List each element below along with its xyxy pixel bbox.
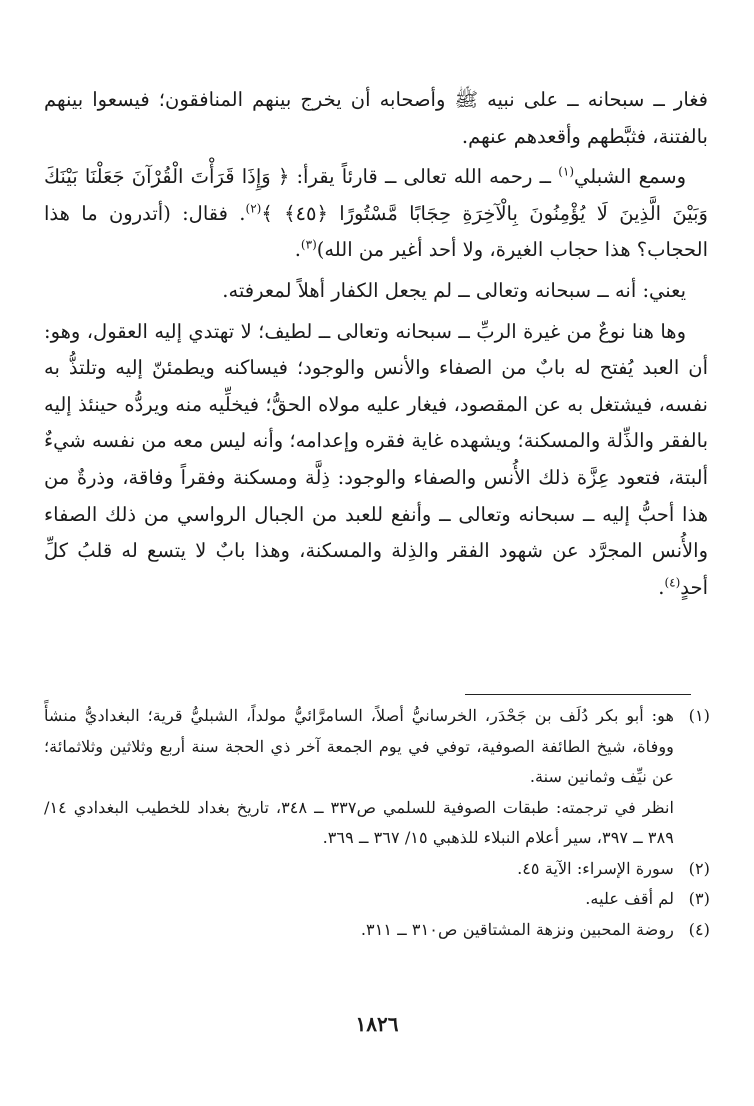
paragraph-4-text-a: وها هنا نوعٌ من غيرة الربِّ ــ سبحانه وتعالى ــ لطيف؛ لا تهتدي إليه العقول، وهو: أن العبد يُفتح له بابٌ من الصفاء والأنس والوجود؛ فيساكنه ويطمئنّ إليه وتلتذُّ به نفسه، فيشتغل به عن المقصود، فيغار عليه مولاه الحقُّ؛ فيخلِّيه منه ويردُّه حينئذ إليه بالفقر والذِّلة والمسكنة؛ ويشهده غاية فقره وإعدامه؛ وأنه ليس معه من نفسه شيءٌ ألبتة، فتعود عِزَّة ذلك الأُنس والصفاء والوجود: ذِلَّة ومسكنة وفقراً وفاقة، وذرةٌ من هذا أحبُّ إليه ــ سبحانه وتعالى ــ وأنفع للعبد من الجبال الرواسي من ذلك الصفاء والأُنس المجرَّد عن شهود الفقر والذِلة والمسكنة، وهذا بابٌ لا يتسع له قلبُ كلِّ أحدٍ [44,319,708,599]
footnote-body [44,854,674,885]
paragraph-4-text-b: . [658,575,665,599]
footnote-text: هو: أبو بكر دُلَف بن جَحْدَر، الخرسانيُّ أصلاً، السامرَّائيُّ مولداً، الشبليُّ قرية؛ البغداديُّ منشأً ووفاة، شيخ الطائفة الصوفية، توفي في يوم الجمعة آخر ذي الحجة سنة أربع وثلاثين وثلاثمائة؛ عن نيِّف وثمانين سنة. [44,706,674,786]
footnote-separator [465,694,691,695]
footnote-body [44,701,674,854]
page-number: ١٨٢٦ [355,1012,399,1036]
paragraph-2-text-a: وسمع الشبلي [574,165,686,189]
footnote-ref-2: (٢) [245,201,262,216]
footnote-2 [44,854,710,885]
paragraph-2 [44,159,708,269]
paragraph-2-text-c: . فقال: (أتدرون ما هذا الحجاب؟ هذا حجاب الغيرة، ولا أحد أغير من الله) [44,201,708,262]
footnote-3 [44,884,710,915]
footnote-text: لم أقف عليه. [585,889,674,908]
paragraph-3: يعني: أنه ــ سبحانه وتعالى ــ لم يجعل الكفار أهلاً لمعرفته. [222,278,686,302]
footnote-ref-4: (٤) [664,575,681,590]
footnote-body [44,884,674,915]
footnote-1 [44,701,710,854]
footnote-ref-3: (٣) [300,237,317,252]
paragraph-1: فغار ــ سبحانه ــ على نبيه ﷺ وأصحابه أن يخرج بينهم المنافقون؛ فيسعوا بينهم بالفتنة، فثبَّطهم وأقعدهم عنهم. [44,88,708,148]
footnote-number: (٣) [688,889,710,908]
footnote-text: سورة الإسراء: الآية ٤٥. [517,858,674,878]
footnote-number: (٢) [688,858,710,878]
footnote-body [44,915,674,946]
footnote-number: (١) [688,706,710,725]
paragraph-2-text-d: . [294,238,301,262]
paragraph-4 [44,314,708,607]
footnote-ref-1: (١) [558,164,575,179]
main-text [44,82,708,606]
footnotes [44,701,710,945]
footnote-text-continued: انظر في ترجمته: طبقات الصوفية للسلمي ص٣٣٧ ــ ٣٤٨، تاريخ بغداد للخطيب البغدادي ١٤/ ٣٨٩ ــ ٣٩٧، سير أعلام النبلاء للذهبي ١٥/ ٣٦٧ ــ ٣٦٩. [44,797,674,847]
footnote-number: (٤) [688,919,710,939]
footnote-text: روضة المحبين ونزهة المشتاقين ص٣١٠ ــ ٣١١. [360,919,674,939]
footnote-4 [44,915,710,946]
quran-quote: ــ رحمه الله تعالى ــ قارئاً يقرأ: ﴿ وَإِذَا قَرَأْتَ الْقُرْآنَ جَعَلْنَا بَيْنَكَ وَبَيْنَ الَّذِينَ لَا يُؤْمِنُونَ بِالْآخِرَةِ حِجَابًا مَّسْتُورًا ﴿٤٥﴾ ﴾ [44,165,708,225]
